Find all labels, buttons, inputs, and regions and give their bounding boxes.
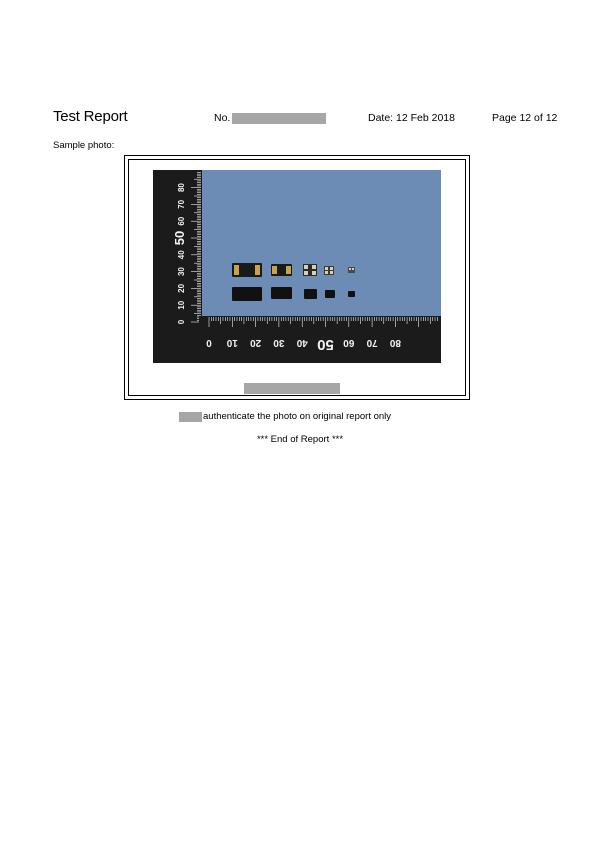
ruler-number: 50 [172, 230, 187, 246]
vertical-ruler [153, 170, 202, 363]
sample-photo [153, 170, 441, 363]
ruler-number: 10 [226, 337, 238, 348]
sample-component-pad [255, 265, 260, 275]
ruler-number: 40 [177, 250, 186, 260]
sample-photo-label: Sample photo: [53, 140, 115, 151]
ruler-number: 60 [177, 216, 186, 226]
photo-id-redaction [244, 383, 340, 394]
sample-component-pad [234, 265, 239, 275]
ruler-number: 60 [343, 337, 355, 348]
ruler-number: 70 [177, 199, 186, 209]
ruler-number: 80 [177, 183, 186, 193]
sample-photo-image [153, 170, 441, 363]
ruler-number: 0 [177, 319, 186, 325]
report-title: Test Report [53, 108, 128, 125]
ruler-number: 20 [250, 337, 262, 348]
ruler-number: 70 [366, 337, 378, 348]
ruler-number: 20 [177, 283, 186, 293]
ruler-number: 0 [206, 337, 212, 348]
report-number-redaction [232, 113, 326, 124]
end-of-report: *** End of Report *** [256, 434, 344, 445]
sample-component [304, 289, 317, 299]
page-number: Page 12 of 12 [492, 112, 558, 124]
sample-component-pad [286, 266, 291, 274]
sample-component [271, 287, 292, 299]
ruler-number: 50 [317, 336, 334, 353]
company-name-redaction [179, 412, 202, 422]
report-number-label: No. [214, 112, 231, 124]
ruler-number: 10 [177, 300, 186, 310]
sample-component [325, 290, 335, 298]
sample-component [348, 291, 355, 297]
ruler-number: 30 [177, 267, 186, 277]
ruler-number: 40 [296, 337, 308, 348]
sample-component-pad [272, 266, 277, 274]
report-date: Date: 12 Feb 2018 [368, 112, 455, 124]
ruler-number: 80 [389, 337, 401, 348]
ruler-number: 30 [273, 337, 285, 348]
authentication-note: authenticate the photo on original report only [203, 411, 392, 422]
sample-component [232, 287, 262, 301]
